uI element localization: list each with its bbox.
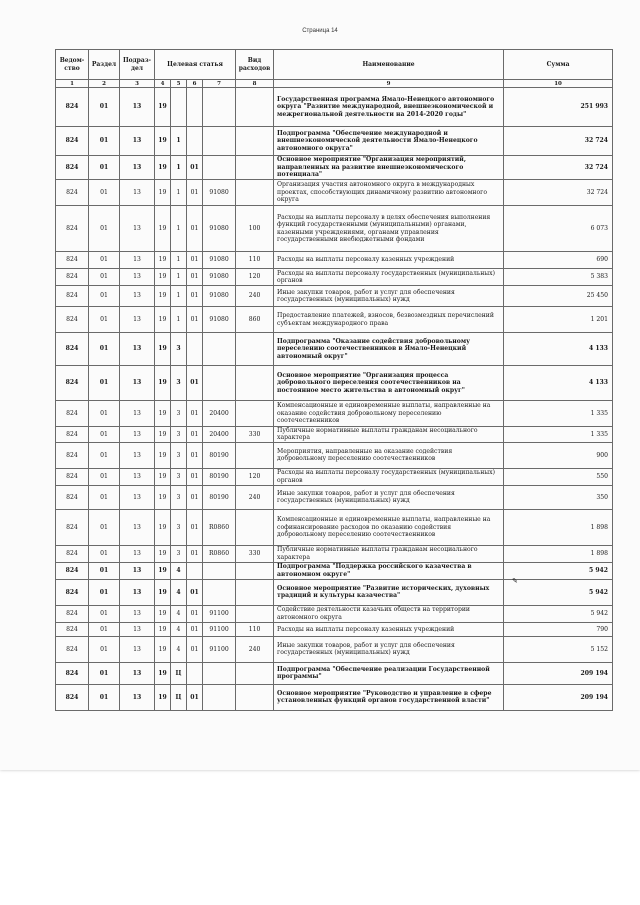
cell-vid: 100 <box>236 206 274 252</box>
cell-sum: 5 383 <box>504 269 613 286</box>
cell-program: 19 <box>155 206 171 252</box>
cell-direction <box>203 156 236 180</box>
cell-event <box>187 562 203 579</box>
cell-ved: 824 <box>56 427 89 443</box>
cell-program: 19 <box>155 545 171 562</box>
cell-program: 19 <box>155 286 171 307</box>
cell-direction: 91080 <box>203 307 236 333</box>
table-row <box>56 88 613 127</box>
header-ved: Ведом-ство <box>56 50 89 80</box>
cell-ved: 824 <box>56 88 89 127</box>
cell-subprogram: 1 <box>171 269 187 286</box>
cell-direction: 91080 <box>203 252 236 269</box>
cell-ved: 824 <box>56 127 89 156</box>
cell-direction: 91080 <box>203 286 236 307</box>
cell-podrazdel: 13 <box>120 485 155 509</box>
column-number-row <box>56 80 613 88</box>
table-row <box>56 605 613 622</box>
cell-vid <box>236 333 274 366</box>
cell-sum: 25 450 <box>504 286 613 307</box>
cell-program: 19 <box>155 509 171 545</box>
cell-event: 01 <box>187 366 203 401</box>
cell-podrazdel: 13 <box>120 127 155 156</box>
cell-sum: 5 152 <box>504 636 613 662</box>
cell-subprogram: 3 <box>171 401 187 427</box>
cell-event: 01 <box>187 442 203 468</box>
cell-vid: 860 <box>236 307 274 333</box>
cell-ved: 824 <box>56 333 89 366</box>
cell-podrazdel: 13 <box>120 269 155 286</box>
cell-vid: 110 <box>236 252 274 269</box>
cell-razdel: 01 <box>89 622 120 636</box>
cell-direction <box>203 127 236 156</box>
cell-sum: 350 <box>504 485 613 509</box>
cell-direction: 20400 <box>203 401 236 427</box>
cell-sum: 690 <box>504 252 613 269</box>
table-row <box>56 545 613 562</box>
cell-event: 01 <box>187 684 203 710</box>
cell-name: Иные закупки товаров, работ и услуг для обеспечения государственных (муниципальных) нужд <box>274 485 504 509</box>
cell-event: 01 <box>187 622 203 636</box>
header-naim: Наименование <box>274 50 504 80</box>
cell-event: 01 <box>187 427 203 443</box>
cell-subprogram: 1 <box>171 252 187 269</box>
cell-name: Мероприятия, направленные на оказание содействия добровольному переселению соотечественников <box>274 442 504 468</box>
cell-event <box>187 88 203 127</box>
cell-event: 01 <box>187 286 203 307</box>
cell-subprogram: 4 <box>171 562 187 579</box>
cell-ved: 824 <box>56 286 89 307</box>
cell-subprogram: 3 <box>171 333 187 366</box>
header-row <box>56 50 613 80</box>
cell-ved: 824 <box>56 442 89 468</box>
cell-direction <box>203 579 236 605</box>
cell-direction: R0860 <box>203 509 236 545</box>
cell-ved: 824 <box>56 662 89 684</box>
cell-name: Расходы на выплаты персоналу казенных учреждений <box>274 252 504 269</box>
cell-name: Расходы на выплаты персоналу казенных учреждений <box>274 622 504 636</box>
table-row <box>56 127 613 156</box>
cell-program: 19 <box>155 333 171 366</box>
table-row <box>56 562 613 579</box>
cell-direction <box>203 366 236 401</box>
cell-direction <box>203 662 236 684</box>
col-number: 3 <box>120 80 155 88</box>
cell-sum: 4 133 <box>504 366 613 401</box>
table-row <box>56 468 613 485</box>
cell-subprogram: 1 <box>171 127 187 156</box>
cell-direction: 91100 <box>203 622 236 636</box>
cell-program: 19 <box>155 468 171 485</box>
cell-vid: 110 <box>236 622 274 636</box>
cell-name: Подпрограмма "Оказание содействия добровольному переселению соотечественников в Ямало-Ненецкий автономный округ" <box>274 333 504 366</box>
cell-podrazdel: 13 <box>120 307 155 333</box>
cell-program: 19 <box>155 88 171 127</box>
table-row <box>56 307 613 333</box>
cell-podrazdel: 13 <box>120 180 155 206</box>
header-celevaya: Целевая статья <box>155 50 236 80</box>
cell-name: Предоставление платежей, взносов, безвозмездных перечислений субъектам международного права <box>274 307 504 333</box>
cell-subprogram: 3 <box>171 485 187 509</box>
cell-sum: 5 942 <box>504 579 613 605</box>
cell-ved: 824 <box>56 605 89 622</box>
cell-vid <box>236 442 274 468</box>
cell-program: 19 <box>155 636 171 662</box>
cell-sum: 1 335 <box>504 427 613 443</box>
cell-sum: 1 201 <box>504 307 613 333</box>
cell-vid <box>236 579 274 605</box>
cell-sum: 790 <box>504 622 613 636</box>
cell-program: 19 <box>155 252 171 269</box>
cell-razdel: 01 <box>89 286 120 307</box>
col-number: 8 <box>236 80 274 88</box>
cell-sum: 4 133 <box>504 333 613 366</box>
cell-program: 19 <box>155 180 171 206</box>
cell-name: Подпрограмма "Поддержка российского казачества в автономном округе" <box>274 562 504 579</box>
cell-subprogram: 4 <box>171 622 187 636</box>
cell-direction: 80190 <box>203 485 236 509</box>
cell-direction: R0860 <box>203 545 236 562</box>
budget-table <box>55 49 613 711</box>
col-number: 9 <box>274 80 504 88</box>
cell-razdel: 01 <box>89 127 120 156</box>
cell-name: Основное мероприятие "Организация процесса добровольного переселения соотечественников на постоянное место жительства в автономный округ" <box>274 366 504 401</box>
cell-event: 01 <box>187 579 203 605</box>
cell-vid: 330 <box>236 545 274 562</box>
cell-razdel: 01 <box>89 605 120 622</box>
table-row <box>56 401 613 427</box>
col-number: 2 <box>89 80 120 88</box>
cell-program: 19 <box>155 427 171 443</box>
table-row <box>56 485 613 509</box>
cell-podrazdel: 13 <box>120 562 155 579</box>
cell-subprogram: Ц <box>171 662 187 684</box>
cell-name: Расходы на выплаты персоналу государственных (муниципальных) органов <box>274 269 504 286</box>
cell-sum: 5 942 <box>504 562 613 579</box>
cell-podrazdel: 13 <box>120 252 155 269</box>
col-number: 1 <box>56 80 89 88</box>
table-row <box>56 636 613 662</box>
cell-program: 19 <box>155 684 171 710</box>
cell-sum: 1 898 <box>504 509 613 545</box>
col-number: 5 <box>171 80 187 88</box>
cell-name: Компенсационные и единовременные выплаты, направленные на оказание содействия добровольному переселению соотечественников <box>274 401 504 427</box>
cell-podrazdel: 13 <box>120 88 155 127</box>
cell-vid: 330 <box>236 427 274 443</box>
table-row <box>56 684 613 710</box>
cell-program: 19 <box>155 622 171 636</box>
cell-vid <box>236 127 274 156</box>
table-row <box>56 206 613 252</box>
cell-event: 01 <box>187 269 203 286</box>
cell-program: 19 <box>155 579 171 605</box>
cell-razdel: 01 <box>89 252 120 269</box>
cell-subprogram: 3 <box>171 427 187 443</box>
header-podrazdel: Подраз-дел <box>120 50 155 80</box>
cell-razdel: 01 <box>89 468 120 485</box>
cell-podrazdel: 13 <box>120 468 155 485</box>
cell-subprogram: 3 <box>171 545 187 562</box>
cell-ved: 824 <box>56 622 89 636</box>
cell-ved: 824 <box>56 636 89 662</box>
cell-vid <box>236 662 274 684</box>
cell-event <box>187 662 203 684</box>
cell-event: 01 <box>187 156 203 180</box>
cell-event <box>187 127 203 156</box>
cell-event: 01 <box>187 485 203 509</box>
cell-ved: 824 <box>56 252 89 269</box>
table-row <box>56 180 613 206</box>
table-row <box>56 252 613 269</box>
cell-direction <box>203 88 236 127</box>
cell-sum: 32 724 <box>504 127 613 156</box>
cell-subprogram: 4 <box>171 605 187 622</box>
cell-razdel: 01 <box>89 509 120 545</box>
col-number: 4 <box>155 80 171 88</box>
cell-vid <box>236 401 274 427</box>
cell-sum: 900 <box>504 442 613 468</box>
cell-ved: 824 <box>56 269 89 286</box>
cell-vid: 240 <box>236 485 274 509</box>
cell-razdel: 01 <box>89 156 120 180</box>
cell-vid <box>236 509 274 545</box>
page-number: Страница 14 <box>302 28 338 34</box>
cell-sum: 32 724 <box>504 180 613 206</box>
cell-name: Основное мероприятие "Развитие исторических, духовных традиций и культуры казачества" <box>274 579 504 605</box>
cell-ved: 824 <box>56 307 89 333</box>
cell-program: 19 <box>155 442 171 468</box>
cell-razdel: 01 <box>89 427 120 443</box>
cell-name: Публичные нормативные выплаты гражданам несоциального характера <box>274 427 504 443</box>
table-row <box>56 286 613 307</box>
cell-event: 01 <box>187 468 203 485</box>
cell-name: Основное мероприятие "Организация мероприятий, направленных на развитие внешнеэкономического потенциала" <box>274 156 504 180</box>
cell-vid: 240 <box>236 636 274 662</box>
cell-podrazdel: 13 <box>120 605 155 622</box>
cell-razdel: 01 <box>89 442 120 468</box>
cell-subprogram: 4 <box>171 636 187 662</box>
table-row <box>56 442 613 468</box>
cell-program: 19 <box>155 662 171 684</box>
cell-event: 01 <box>187 206 203 252</box>
cell-name: Компенсационные и единовременные выплаты, направленные на софинансирование расходов по оказанию содействия добровольному переселению соотечественников <box>274 509 504 545</box>
cell-ved: 824 <box>56 485 89 509</box>
cell-podrazdel: 13 <box>120 286 155 307</box>
cell-podrazdel: 13 <box>120 333 155 366</box>
cell-razdel: 01 <box>89 88 120 127</box>
cell-sum: 550 <box>504 468 613 485</box>
cell-direction: 91080 <box>203 180 236 206</box>
cell-razdel: 01 <box>89 562 120 579</box>
cell-ved: 824 <box>56 468 89 485</box>
cell-ved: 824 <box>56 366 89 401</box>
cell-sum: 209 194 <box>504 684 613 710</box>
table-row <box>56 333 613 366</box>
cell-sum: 32 724 <box>504 156 613 180</box>
table-body <box>56 88 613 711</box>
cell-vid <box>236 88 274 127</box>
cell-razdel: 01 <box>89 662 120 684</box>
cell-podrazdel: 13 <box>120 401 155 427</box>
cell-name: Организация участия автономного округа в международных проектах, способствующих динамичному развитию автономного округа <box>274 180 504 206</box>
cell-subprogram: 3 <box>171 468 187 485</box>
cell-program: 19 <box>155 127 171 156</box>
header-summa: Сумма <box>504 50 613 80</box>
cell-ved: 824 <box>56 545 89 562</box>
cell-event <box>187 333 203 366</box>
cell-direction: 80190 <box>203 468 236 485</box>
pen-mark: ✎ <box>512 577 518 585</box>
cell-subprogram: 1 <box>171 180 187 206</box>
table-row <box>56 622 613 636</box>
cell-direction <box>203 333 236 366</box>
cell-razdel: 01 <box>89 636 120 662</box>
cell-podrazdel: 13 <box>120 442 155 468</box>
cell-program: 19 <box>155 485 171 509</box>
cell-name: Основное мероприятие "Руководство и управление в сфере установленных функций органов государственной власти" <box>274 684 504 710</box>
cell-program: 19 <box>155 401 171 427</box>
cell-event: 01 <box>187 180 203 206</box>
cell-podrazdel: 13 <box>120 662 155 684</box>
cell-sum: 251 993 <box>504 88 613 127</box>
cell-podrazdel: 13 <box>120 156 155 180</box>
cell-event: 01 <box>187 252 203 269</box>
cell-razdel: 01 <box>89 366 120 401</box>
cell-razdel: 01 <box>89 269 120 286</box>
cell-vid <box>236 562 274 579</box>
cell-direction: 91080 <box>203 269 236 286</box>
cell-program: 19 <box>155 269 171 286</box>
cell-name: Публичные нормативные выплаты гражданам несоциального характера <box>274 545 504 562</box>
cell-ved: 824 <box>56 562 89 579</box>
cell-ved: 824 <box>56 206 89 252</box>
cell-subprogram: Ц <box>171 684 187 710</box>
table-row <box>56 156 613 180</box>
cell-podrazdel: 13 <box>120 366 155 401</box>
cell-subprogram: 1 <box>171 286 187 307</box>
cell-event: 01 <box>187 605 203 622</box>
cell-event: 01 <box>187 401 203 427</box>
cell-subprogram <box>171 88 187 127</box>
cell-podrazdel: 13 <box>120 636 155 662</box>
cell-vid: 120 <box>236 468 274 485</box>
cell-event: 01 <box>187 307 203 333</box>
cell-sum: 1 898 <box>504 545 613 562</box>
cell-razdel: 01 <box>89 684 120 710</box>
cell-vid <box>236 684 274 710</box>
cell-ved: 824 <box>56 579 89 605</box>
cell-razdel: 01 <box>89 485 120 509</box>
cell-program: 19 <box>155 156 171 180</box>
header-razdel: Раздел <box>89 50 120 80</box>
cell-sum: 1 335 <box>504 401 613 427</box>
cell-vid <box>236 366 274 401</box>
cell-name: Расходы на выплаты персоналу государственных (муниципальных) органов <box>274 468 504 485</box>
cell-podrazdel: 13 <box>120 427 155 443</box>
cell-subprogram: 1 <box>171 206 187 252</box>
cell-razdel: 01 <box>89 401 120 427</box>
table-row <box>56 662 613 684</box>
cell-ved: 824 <box>56 684 89 710</box>
cell-direction: 91080 <box>203 206 236 252</box>
cell-vid: 120 <box>236 269 274 286</box>
cell-subprogram: 3 <box>171 442 187 468</box>
cell-event: 01 <box>187 509 203 545</box>
table-row <box>56 269 613 286</box>
cell-podrazdel: 13 <box>120 206 155 252</box>
cell-subprogram: 1 <box>171 156 187 180</box>
cell-name: Подпрограмма "Обеспечение реализации Государственной программы" <box>274 662 504 684</box>
cell-event: 01 <box>187 636 203 662</box>
cell-name: Государственная программа Ямало-Ненецкого автономного округа "Развитие международной, внешнеэкономической и межрегиональной деятельности на 2014-2020 годы" <box>274 88 504 127</box>
cell-ved: 824 <box>56 401 89 427</box>
cell-name: Подпрограмма "Обеспечение международной и внешнеэкономической деятельности Ямало-Ненецкого автономного округа" <box>274 127 504 156</box>
cell-name: Содействие деятельности казачьих обществ на территории автономного округа <box>274 605 504 622</box>
cell-sum: 5 942 <box>504 605 613 622</box>
cell-name: Иные закупки товаров, работ и услуг для обеспечения государственных (муниципальных) нужд <box>274 636 504 662</box>
cell-name: Иные закупки товаров, работ и услуг для обеспечения государственных (муниципальных) нужд <box>274 286 504 307</box>
col-number: 10 <box>504 80 613 88</box>
cell-razdel: 01 <box>89 579 120 605</box>
cell-ved: 824 <box>56 180 89 206</box>
cell-podrazdel: 13 <box>120 684 155 710</box>
cell-program: 19 <box>155 366 171 401</box>
cell-razdel: 01 <box>89 206 120 252</box>
table-row <box>56 427 613 443</box>
cell-vid <box>236 605 274 622</box>
cell-ved: 824 <box>56 509 89 545</box>
cell-podrazdel: 13 <box>120 579 155 605</box>
cell-razdel: 01 <box>89 307 120 333</box>
cell-podrazdel: 13 <box>120 545 155 562</box>
cell-direction <box>203 562 236 579</box>
cell-podrazdel: 13 <box>120 622 155 636</box>
cell-program: 19 <box>155 307 171 333</box>
cell-direction: 80190 <box>203 442 236 468</box>
header-vid: Вид расходов <box>236 50 274 80</box>
cell-subprogram: 4 <box>171 579 187 605</box>
cell-razdel: 01 <box>89 333 120 366</box>
table-row <box>56 366 613 401</box>
cell-ved: 824 <box>56 156 89 180</box>
cell-podrazdel: 13 <box>120 509 155 545</box>
cell-name: Расходы на выплаты персоналу в целях обеспечения выполнения функций государственными (муниципальными) органами, казенными учреждениями, органами управления государственными внебюджетными фондами <box>274 206 504 252</box>
cell-razdel: 01 <box>89 180 120 206</box>
col-number: 6 <box>187 80 203 88</box>
cell-razdel: 01 <box>89 545 120 562</box>
cell-program: 19 <box>155 562 171 579</box>
cell-program: 19 <box>155 605 171 622</box>
cell-event: 01 <box>187 545 203 562</box>
col-number: 7 <box>203 80 236 88</box>
cell-subprogram: 1 <box>171 307 187 333</box>
cell-sum: 6 073 <box>504 206 613 252</box>
cell-vid <box>236 180 274 206</box>
cell-direction: 91100 <box>203 605 236 622</box>
cell-direction <box>203 684 236 710</box>
cell-subprogram: 3 <box>171 366 187 401</box>
cell-vid: 240 <box>236 286 274 307</box>
cell-vid <box>236 156 274 180</box>
cell-sum: 209 194 <box>504 662 613 684</box>
table-row <box>56 579 613 605</box>
cell-direction: 91100 <box>203 636 236 662</box>
cell-subprogram: 3 <box>171 509 187 545</box>
cell-direction: 20400 <box>203 427 236 443</box>
table-row <box>56 509 613 545</box>
